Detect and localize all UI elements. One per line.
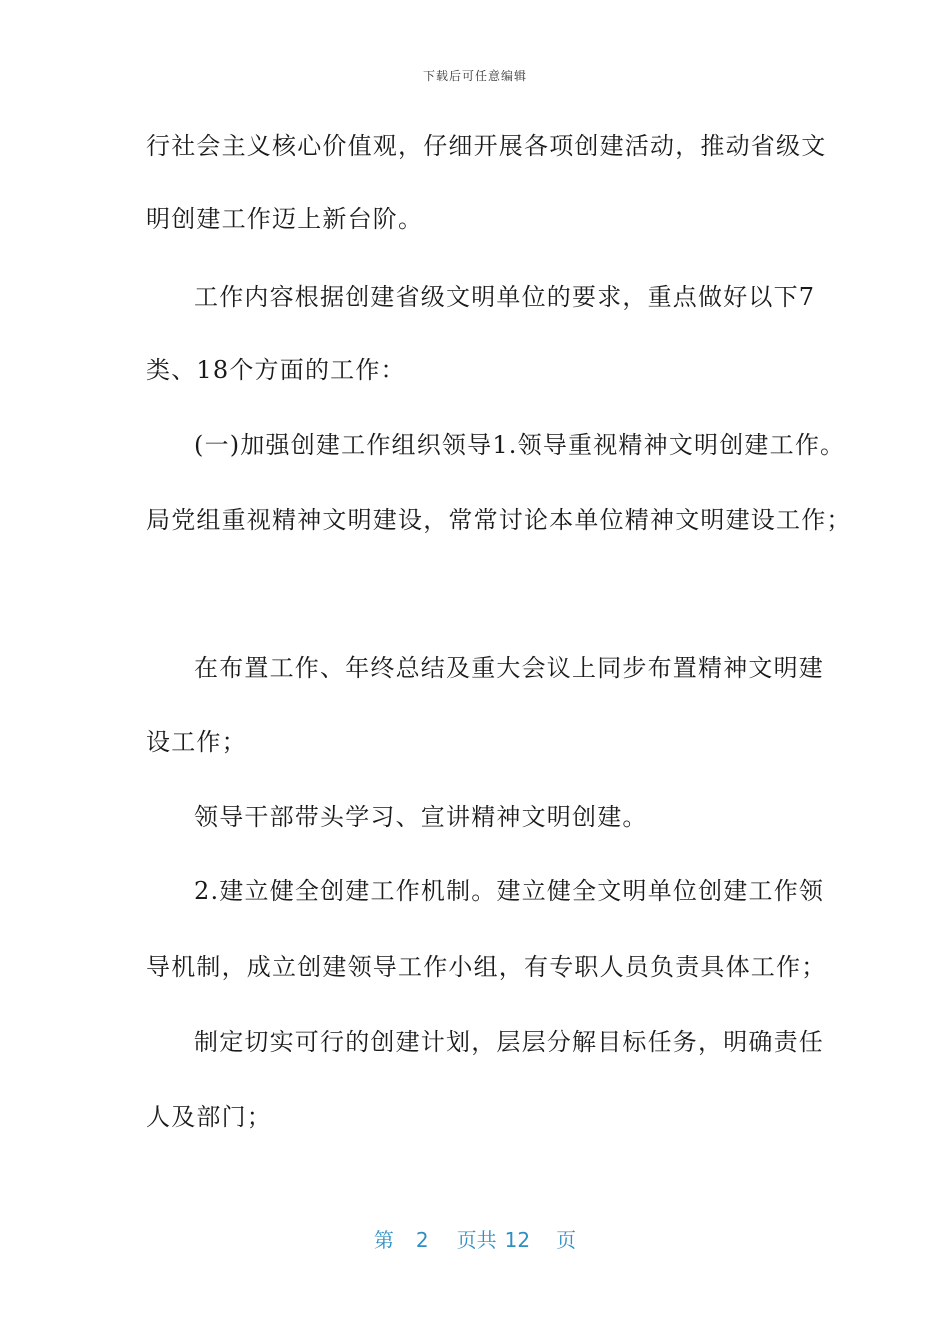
footer-suffix: 页	[556, 1228, 577, 1252]
footer-prefix: 第	[373, 1228, 394, 1252]
paragraph-line: 领导干部带头学习、宣讲精神文明创建。	[194, 803, 648, 831]
body-line: 设工作；	[146, 728, 247, 756]
body-line: 导机制，成立创建领导工作小组，有专职人员负责具体工作；	[146, 953, 827, 981]
paragraph-line: 制定切实可行的创建计划，层层分解目标任务，明确责任	[194, 1028, 824, 1056]
body-line: 行社会主义核心价值观，仔细开展各项创建活动，推动省级文	[146, 132, 827, 160]
total-pages-number: 12	[504, 1228, 531, 1252]
paragraph-line: (一)加强创建工作组织领导1.领导重视精神文明创建工作。	[194, 431, 846, 459]
paragraph-line: 在布置工作、年终总结及重大会议上同步布置精神文明建	[194, 654, 824, 682]
paragraph-line: 工作内容根据创建省级文明单位的要求，重点做好以下7	[194, 283, 816, 311]
footer-middle: 页共	[456, 1228, 497, 1252]
page-header: 下载后可任意编辑	[422, 69, 527, 83]
body-line: 明创建工作迈上新台阶。	[146, 205, 424, 233]
paragraph-line: 2.建立健全创建工作机制。建立健全文明单位创建工作领	[194, 877, 825, 905]
body-line: 局党组重视精神文明建设，常常讨论本单位精神文明建设工作；	[146, 506, 852, 534]
body-line: 类、18个方面的工作：	[146, 356, 406, 384]
body-line: 人及部门；	[146, 1103, 272, 1131]
page-footer	[0, 1224, 950, 1253]
current-page-number: 2	[415, 1228, 429, 1252]
